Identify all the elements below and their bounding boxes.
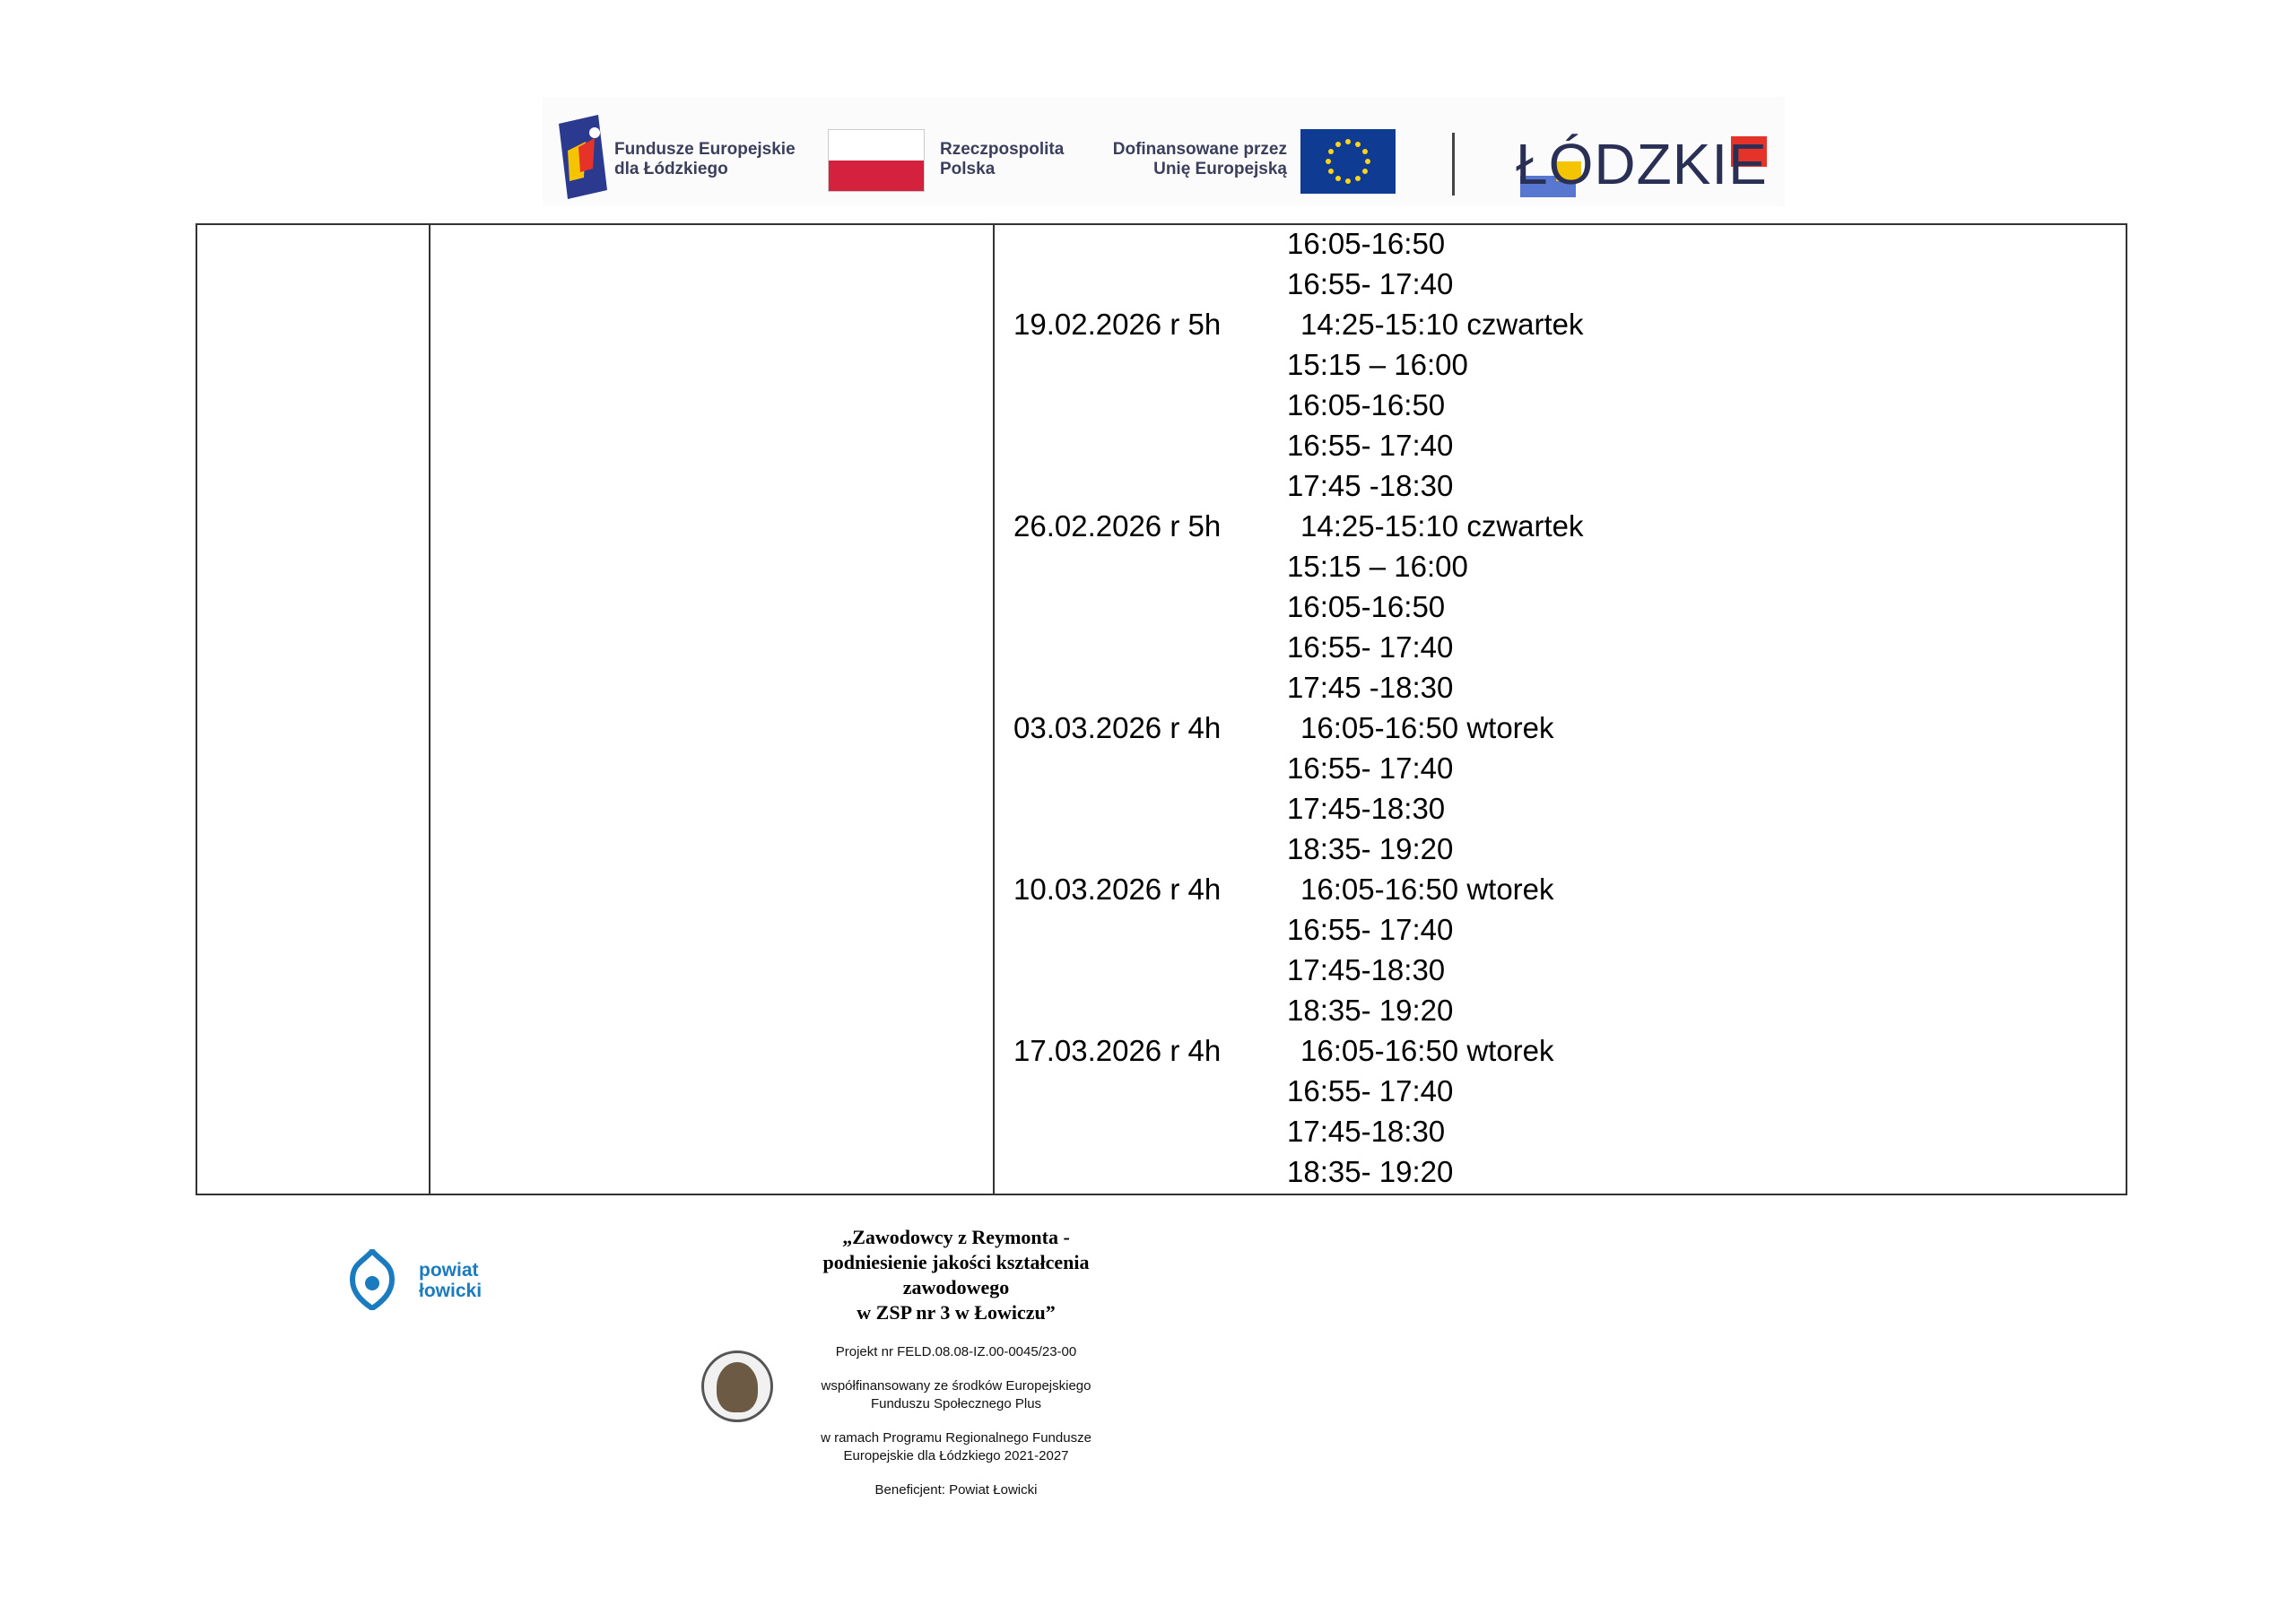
poland-flag-icon xyxy=(828,129,925,192)
schedule-time: 16:05-16:50 wtorek xyxy=(1300,1034,1554,1067)
fe-logo-text xyxy=(614,140,796,179)
schedule-time: 16:05-16:50 xyxy=(1287,388,1446,421)
schedule-time: 14:25-15:10 czwartek xyxy=(1300,308,1584,341)
schedule-time: 16:55- 17:40 xyxy=(1287,1074,1454,1107)
reymont-portrait-medallion-icon xyxy=(701,1350,773,1422)
schedule-time: 15:15 – 16:00 xyxy=(1287,348,1468,381)
schedule-time: 17:45-18:30 xyxy=(1287,1115,1446,1148)
schedule-time: 16:55- 17:40 xyxy=(1287,267,1454,300)
cofinancing-line-1: współfinansowany ze środków Europejskiego xyxy=(821,1378,1091,1394)
project-title-line-2: podniesienie jakości kształcenia xyxy=(822,1251,1090,1273)
schedule-time: 16:05-16:50 xyxy=(1287,227,1446,260)
powiat-lowicki-logo-icon xyxy=(345,1249,399,1310)
schedule-date: 17.03.2026 r 4h xyxy=(1013,1034,1222,1067)
pl-line-2: Polska xyxy=(940,160,996,178)
powiat-line-1: powiat xyxy=(419,1260,479,1281)
header-logo-strip xyxy=(543,97,1785,206)
table-column-divider-1 xyxy=(429,225,430,1194)
schedule-time: 16:05-16:50 wtorek xyxy=(1300,873,1554,906)
schedule-time: 15:15 – 16:00 xyxy=(1287,550,1468,583)
schedule-time: 18:35- 19:20 xyxy=(1287,832,1454,865)
powiat-line-2: łowicki xyxy=(419,1281,483,1301)
project-title-line-4: w ZSP nr 3 w Łowiczu” xyxy=(857,1301,1056,1324)
project-title xyxy=(777,1225,1135,1325)
program-line-1: w ramach Programu Regionalnego Fundusze xyxy=(821,1430,1091,1446)
cofinancing-line-2: Funduszu Społecznego Plus xyxy=(870,1396,1042,1411)
eu-line-2: Unię Europejską xyxy=(1153,160,1287,178)
pl-line-1: Rzeczpospolita xyxy=(940,140,1065,159)
schedule-time: 16:55- 17:40 xyxy=(1287,913,1454,946)
powiat-lowicki-text xyxy=(419,1260,482,1301)
lodzkie-logo-text: ŁÓDZKIE xyxy=(1516,132,1768,196)
fe-line-2: dla Łódzkiego xyxy=(614,160,728,178)
schedule-time: 16:55- 17:40 xyxy=(1287,630,1454,664)
schedule-date: 10.03.2026 r 4h xyxy=(1013,873,1222,906)
schedule-date: 19.02.2026 r 5h xyxy=(1013,308,1222,341)
schedule-time: 18:35- 19:20 xyxy=(1287,994,1454,1027)
schedule-time: 17:45 -18:30 xyxy=(1287,469,1454,502)
fe-line-1: Fundusze Europejskie xyxy=(614,140,796,159)
schedule-time: 16:05-16:50 xyxy=(1287,590,1446,623)
schedule-time: 17:45-18:30 xyxy=(1287,953,1446,986)
pl-logo-text xyxy=(940,140,1064,179)
logo-divider xyxy=(1452,133,1455,195)
schedule-time: 17:45-18:30 xyxy=(1287,792,1446,825)
schedule-time: 16:55- 17:40 xyxy=(1287,751,1454,785)
schedule-date: 03.03.2026 r 4h xyxy=(1013,711,1222,744)
fundusze-europejskie-logo-icon xyxy=(559,115,607,199)
project-title-line-3: zawodowego xyxy=(902,1276,1010,1298)
schedule-date: 26.02.2026 r 5h xyxy=(1013,509,1222,543)
eu-line-1: Dofinansowane przez xyxy=(1112,140,1287,159)
schedule-time: 17:45 -18:30 xyxy=(1287,671,1454,704)
schedule-time: 18:35- 19:20 xyxy=(1287,1155,1454,1188)
eu-flag-icon xyxy=(1300,129,1396,194)
beneficiary: Beneficjent: Powiat Łowicki xyxy=(874,1482,1038,1498)
schedule-time: 14:25-15:10 czwartek xyxy=(1300,509,1584,543)
eu-logo-text xyxy=(1090,140,1287,179)
program-line-2: Europejskie dla Łódzkiego 2021-2027 xyxy=(843,1448,1069,1463)
project-number: Projekt nr FELD.08.08-IZ.00-0045/23-00 xyxy=(835,1344,1077,1359)
schedule-time: 16:55- 17:40 xyxy=(1287,429,1454,462)
schedule-time: 16:05-16:50 wtorek xyxy=(1300,711,1554,744)
table-column-divider-2 xyxy=(993,225,995,1194)
project-title-line-1: „Zawodowcy z Reymonta - xyxy=(842,1226,1070,1248)
